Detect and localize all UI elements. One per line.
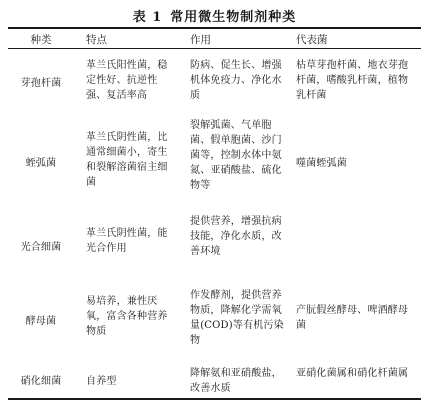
row-5-feature: 自养型 — [86, 376, 117, 387]
header-rule — [8, 48, 421, 49]
row-3-feature: 革兰氏阴性菌，能光合作用 — [86, 228, 168, 254]
row-2-function: 裂解弧菌、气单胞菌、假单胞菌、沙门菌等，控制水体中氨氮、亚硝酸盐、硫化物等 — [190, 120, 282, 191]
header-representative: 代表菌 — [296, 34, 328, 46]
row-1-function: 防病、促生长、增强机体免疫力、净化水质 — [190, 60, 282, 101]
row-5-type: 硝化细菌 — [20, 376, 62, 387]
table-caption-label: 表 1 — [132, 10, 163, 25]
row-4-feature: 易培养，兼性厌氧，富含各种营养物质 — [86, 296, 168, 337]
row-4-type: 酵母菌 — [25, 316, 57, 327]
row-5-representative: 亚硝化菌属和硝化杆菌属 — [296, 368, 409, 379]
table-caption — [0, 6, 427, 25]
row-1-feature: 革兰氏阳性菌，稳定性好、抗逆性强、复活率高 — [86, 60, 168, 101]
row-3-type: 光合细菌 — [20, 242, 62, 253]
row-2-representative: 噬菌蛭弧菌 — [296, 158, 347, 169]
header-feature: 特点 — [86, 34, 107, 46]
table-caption-title: 常用微生物制剂种类 — [170, 10, 297, 25]
row-1-representative: 枯草芽孢杆菌、地衣芽孢杆菌，嗜酸乳杆菌，植物乳杆菌 — [296, 60, 409, 101]
top-rule — [8, 27, 421, 29]
row-4-function: 作发酵剂，提供营养物质，降解化学需氧量(COD)等有机污染物 — [190, 290, 284, 346]
bottom-rule — [8, 398, 421, 400]
row-4-representative: 产朊假丝酵母、啤酒酵母菌 — [296, 305, 409, 331]
row-2-type: 蛭弧菌 — [25, 158, 57, 169]
row-3-function: 提供营养，增强抗病技能，净化水质，改善环境 — [190, 216, 282, 257]
row-2-feature: 革兰氏阴性菌，比通常细菌小，寄生和裂解溶菌宿主细菌 — [86, 132, 168, 188]
row-1-type: 芽孢杆菌 — [20, 78, 62, 89]
header-type: 种类 — [30, 34, 52, 46]
row-5-function: 降解氨和亚硝酸盐，改善水质 — [190, 368, 282, 394]
header-function: 作用 — [190, 34, 211, 46]
